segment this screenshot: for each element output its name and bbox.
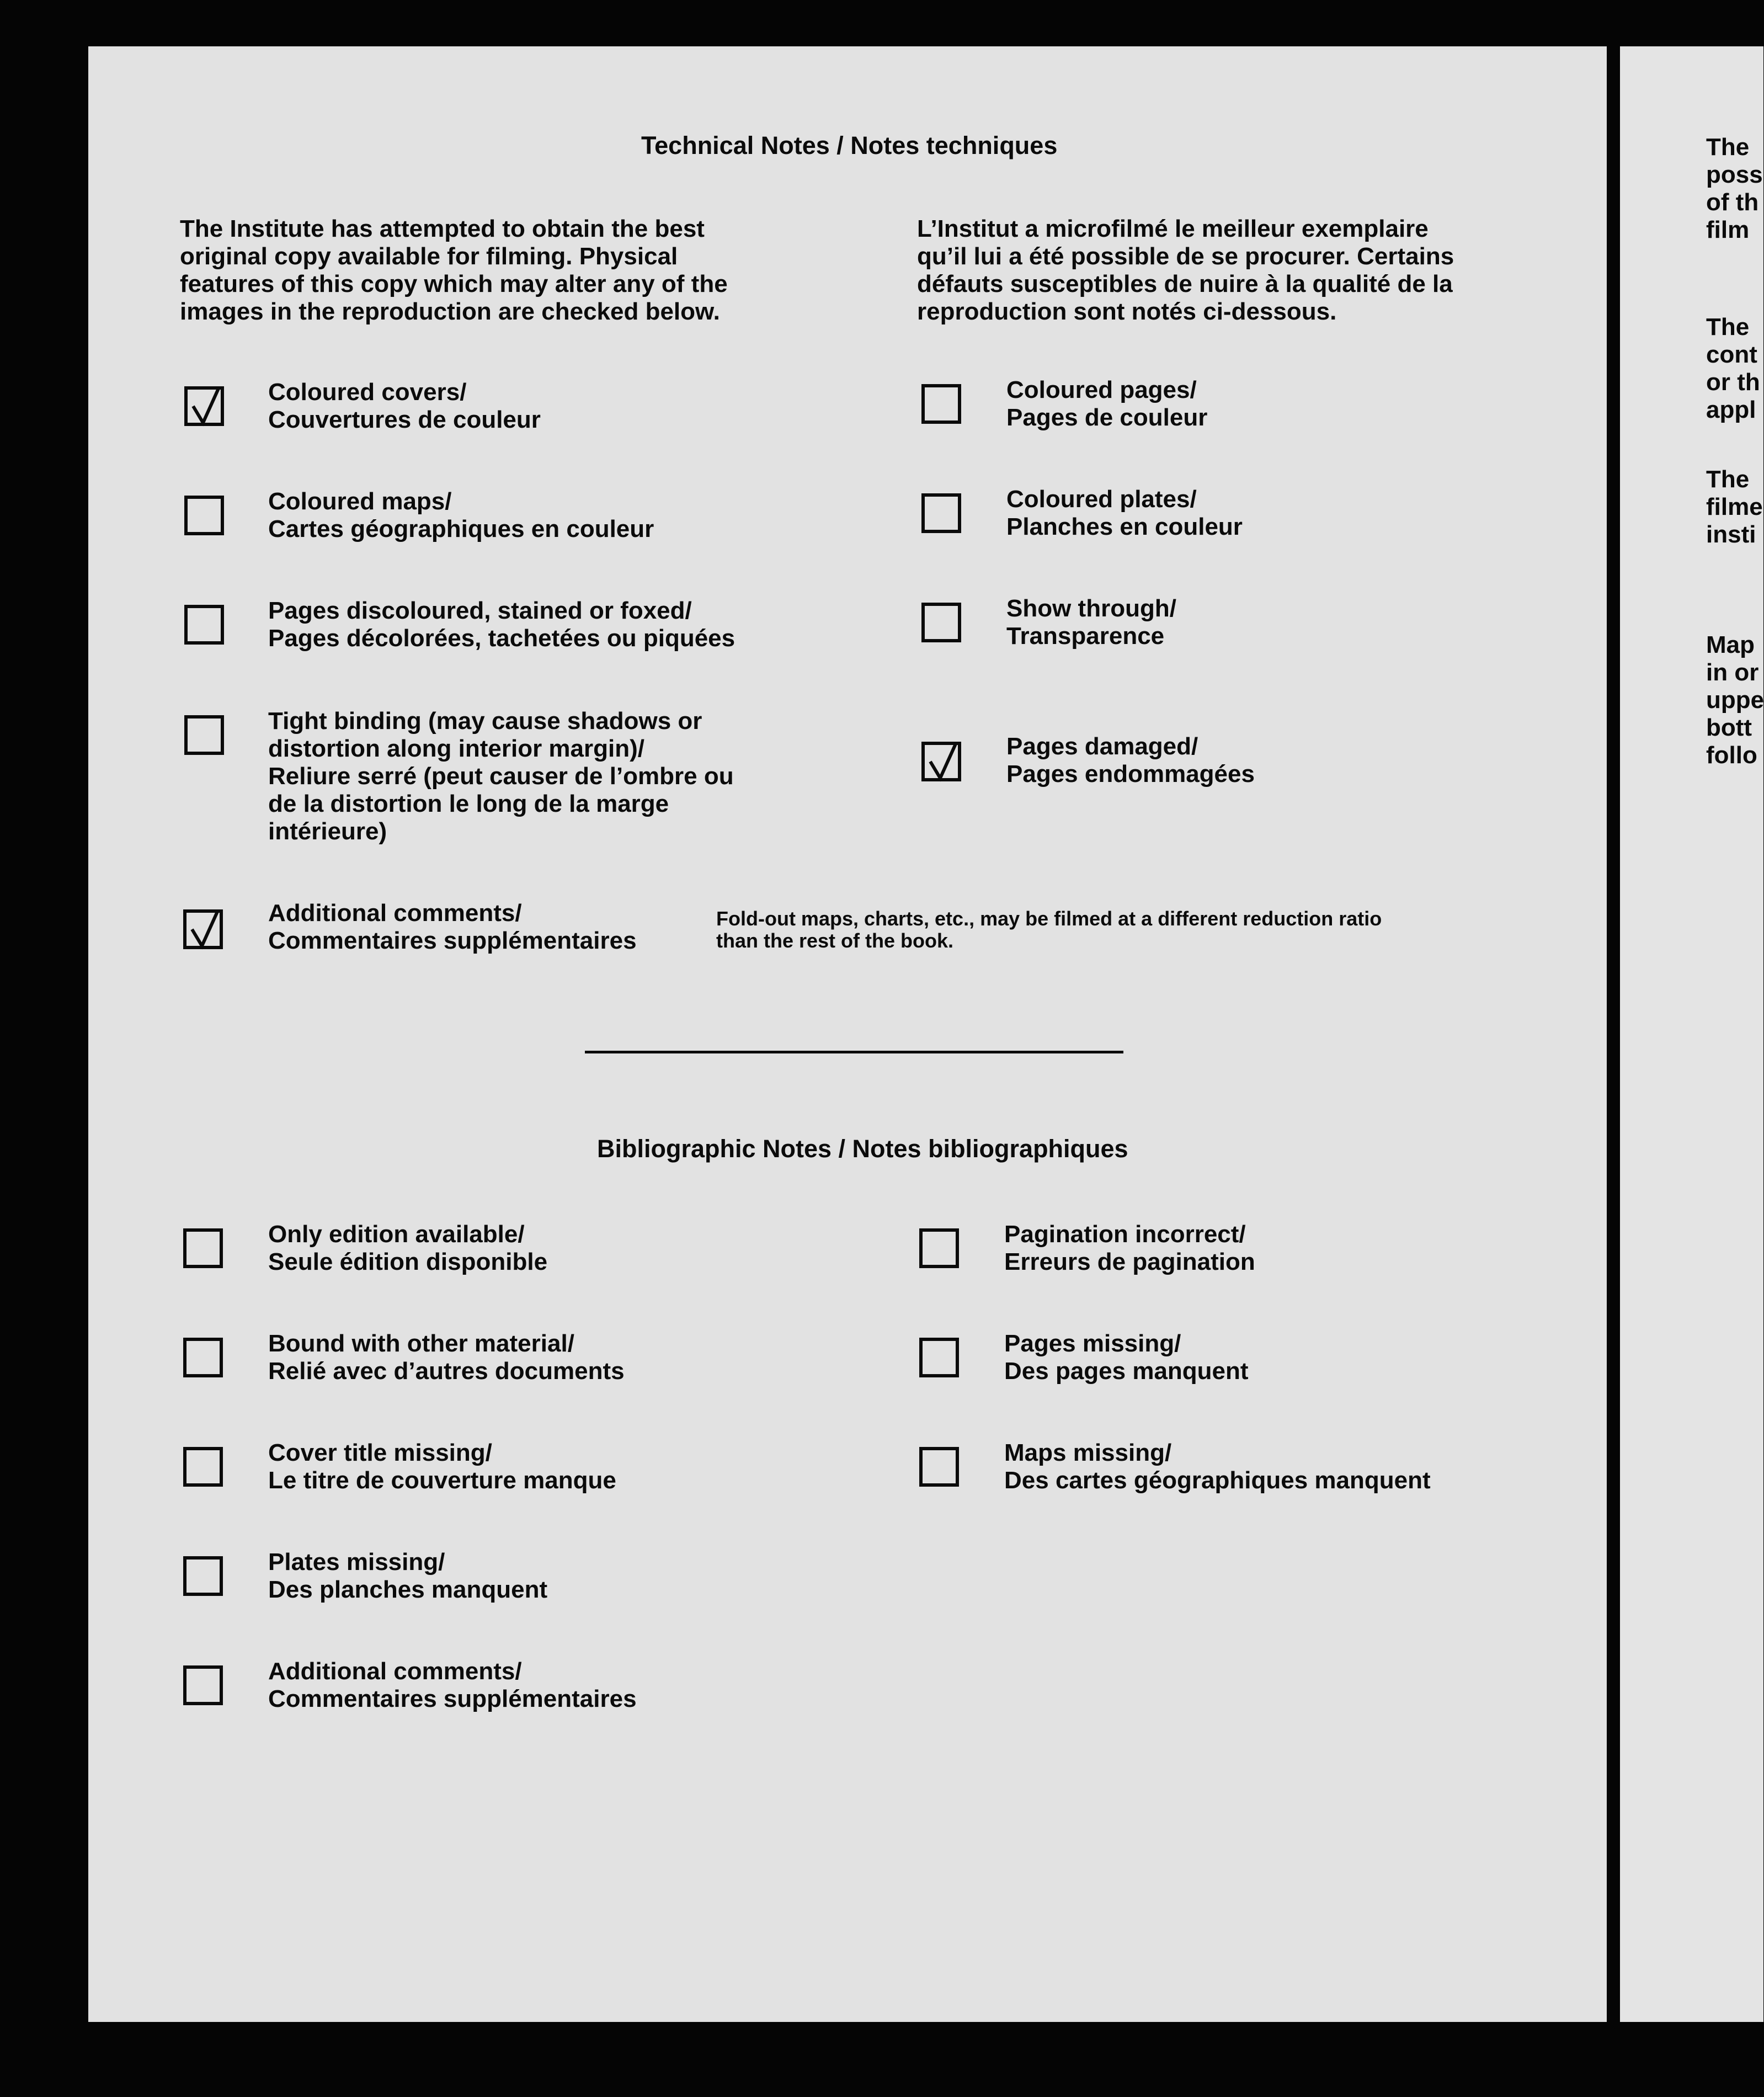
intro-fr-line: défauts susceptibles de nuire à la qualité de la [917,270,1453,297]
tight-binding-checkbox[interactable] [184,715,224,755]
bibliographic-notes-title: Bibliographic Notes / Notes bibliographiques [597,1135,1128,1163]
next-page-fragment: bott [1706,714,1752,741]
next-page-fragment: or th [1706,369,1760,396]
next-page-fragment: poss [1706,161,1763,188]
cover-title-missing-label: Cover title missing/ [268,1439,492,1466]
bib-additional-comments-label-fr: Commentaires supplémentaires [268,1685,637,1712]
bound-with-checkbox[interactable] [183,1338,223,1377]
next-page-fragment: appl [1706,396,1756,423]
show-through-checkbox[interactable] [921,603,961,642]
next-page-fragment: of th [1706,189,1759,216]
pages-missing-label-fr: Des pages manquent [1004,1358,1249,1385]
bound-with-label-fr: Relié avec d’autres documents [268,1358,625,1385]
coloured-pages-label-fr: Pages de couleur [1006,404,1208,431]
section-divider [585,1051,1123,1053]
coloured-plates-label-fr: Planches en couleur [1006,513,1243,540]
additional-comments-note: than the rest of the book. [716,929,954,952]
next-page-fragment: Map [1706,631,1755,658]
additional-comments-checkbox[interactable] [183,909,223,949]
plates-missing-checkbox[interactable] [183,1556,223,1596]
show-through-label: Show through/ [1006,595,1176,622]
technical-notes-title: Technical Notes / Notes techniques [641,131,1058,159]
checkmark-icon [184,909,227,955]
intro-en-line: images in the reproduction are checked below. [180,298,720,325]
tight-binding-label-fr: intérieure) [268,818,387,845]
coloured-covers-checkbox[interactable] [184,386,224,426]
coloured-pages-checkbox[interactable] [921,384,961,424]
pages-discoloured-checkbox[interactable] [184,605,224,645]
coloured-plates-label: Coloured plates/ [1006,486,1197,513]
intro-fr-line: reproduction sont notés ci-dessous. [917,298,1337,325]
next-page-fragment: The [1706,134,1750,161]
checkmark-icon [923,742,966,787]
next-page-fragment: insti [1706,521,1756,548]
pagination-incorrect-checkbox[interactable] [919,1228,959,1268]
intro-fr-line: qu’il lui a été possible de se procurer. Certains [917,243,1454,270]
only-edition-checkbox[interactable] [183,1228,223,1268]
tight-binding-label: distortion along interior margin)/ [268,735,644,762]
next-page-fragment: uppe [1706,686,1764,714]
additional-comments-note: Fold-out maps, charts, etc., may be filmed at a different reduction ratio [716,907,1382,930]
intro-en-line: features of this copy which may alter any of the [180,270,728,297]
additional-comments-label-fr: Commentaires supplémentaires [268,927,637,954]
checkmark-icon [185,386,228,432]
bound-with-label: Bound with other material/ [268,1330,574,1357]
next-page-fragment: cont [1706,341,1757,368]
maps-missing-checkbox[interactable] [919,1447,959,1487]
pages-discoloured-label: Pages discoloured, stained or foxed/ [268,597,692,624]
next-page-fragment: film [1706,216,1750,243]
coloured-covers-label: Coloured covers/ [268,379,467,406]
pages-damaged-checkbox[interactable] [921,742,961,781]
intro-en-line: original copy available for filming. Physical [180,243,678,270]
intro-en-line: The Institute has attempted to obtain the best [180,215,705,242]
coloured-maps-label-fr: Cartes géographiques en couleur [268,515,654,542]
maps-missing-label-fr: Des cartes géographiques manquent [1004,1467,1431,1494]
pages-damaged-label-fr: Pages endommagées [1006,760,1255,787]
pages-missing-checkbox[interactable] [919,1338,959,1377]
next-page-fragment: filme [1706,493,1763,520]
show-through-label-fr: Transparence [1006,622,1165,650]
pagination-incorrect-label-fr: Erreurs de pagination [1004,1248,1255,1275]
pages-discoloured-label-fr: Pages décolorées, tachetées ou piquées [268,625,736,652]
bib-additional-comments-label: Additional comments/ [268,1658,522,1685]
coloured-covers-label-fr: Couvertures de couleur [268,406,541,433]
document-page [88,46,1607,2022]
coloured-maps-label: Coloured maps/ [268,488,452,515]
next-page-fragment: The [1706,313,1750,340]
coloured-pages-label: Coloured pages/ [1006,376,1197,403]
cover-title-missing-label-fr: Le titre de couverture manque [268,1467,616,1494]
next-page-fragment: The [1706,466,1750,493]
plates-missing-label: Plates missing/ [268,1548,445,1576]
pagination-incorrect-label: Pagination incorrect/ [1004,1221,1246,1248]
intro-fr-line: L’Institut a microfilmé le meilleur exemplaire [917,215,1429,242]
additional-comments-label: Additional comments/ [268,900,522,927]
pages-damaged-label: Pages damaged/ [1006,733,1198,760]
next-page-fragment: in or [1706,659,1759,686]
tight-binding-label: Tight binding (may cause shadows or [268,707,702,735]
coloured-maps-checkbox[interactable] [184,496,224,535]
plates-missing-label-fr: Des planches manquent [268,1576,548,1603]
only-edition-label-fr: Seule édition disponible [268,1248,548,1275]
next-page-fragment: follo [1706,742,1757,769]
bib-additional-comments-checkbox[interactable] [183,1665,223,1705]
tight-binding-label-fr: Reliure serré (peut causer de l’ombre ou [268,763,734,790]
cover-title-missing-checkbox[interactable] [183,1447,223,1487]
pages-missing-label: Pages missing/ [1004,1330,1181,1357]
only-edition-label: Only edition available/ [268,1221,525,1248]
maps-missing-label: Maps missing/ [1004,1439,1172,1466]
tight-binding-label-fr: de la distortion le long de la marge [268,790,669,817]
coloured-plates-checkbox[interactable] [921,493,961,533]
